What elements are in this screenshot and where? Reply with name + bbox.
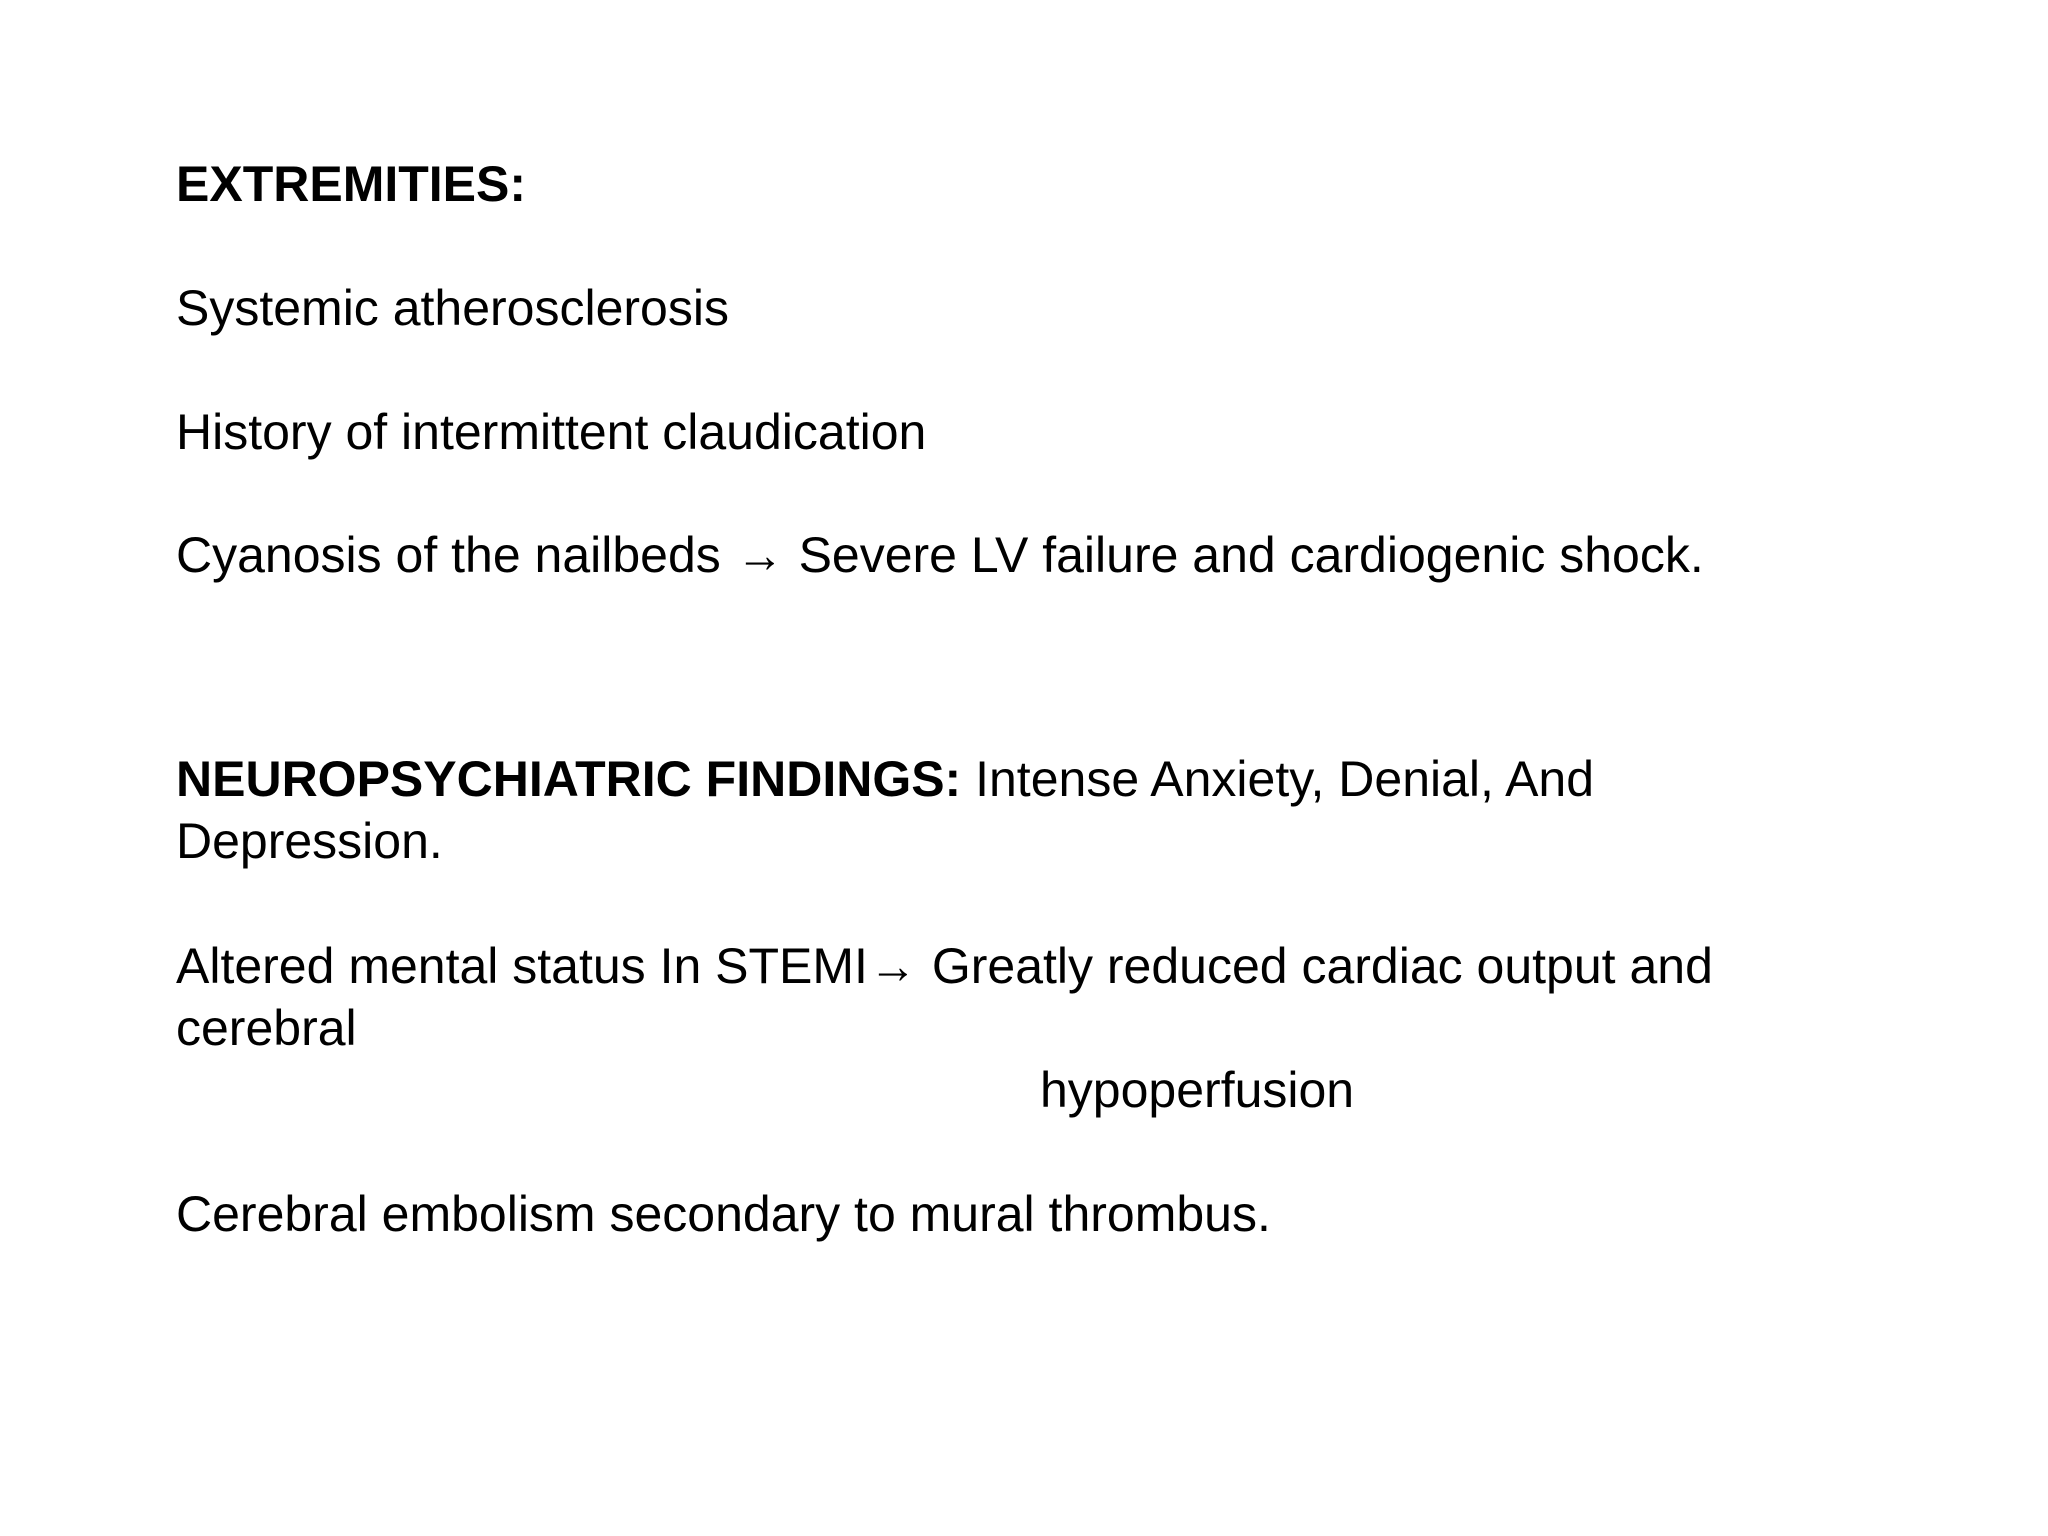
cardiac-output-text: Greatly reduced cardiac output and	[917, 938, 1713, 994]
right-arrow-icon: →	[735, 527, 784, 583]
systemic-atherosclerosis-line: Systemic atherosclerosis	[176, 280, 729, 336]
neuro-findings-line	[176, 748, 1594, 810]
neuro-findings-text: Intense Anxiety, Denial, And	[961, 751, 1595, 807]
right-arrow-icon: →	[869, 938, 917, 994]
cyanosis-line	[176, 524, 1704, 586]
lv-failure-text: Severe LV failure and cardiogenic shock.	[784, 527, 1704, 583]
cerebral-embolism-line: Cerebral embolism secondary to mural thrombus.	[176, 1186, 1271, 1242]
depression-line: Depression.	[176, 813, 443, 869]
extremities-heading: EXTREMITIES:	[176, 156, 527, 212]
cyanosis-text: Cyanosis of the nailbeds	[176, 527, 735, 583]
neuro-heading: NEUROPSYCHIATRIC FINDINGS:	[176, 751, 962, 807]
hypoperfusion-line: hypoperfusion	[1040, 1062, 1355, 1118]
claudication-line: History of intermittent claudication	[176, 404, 927, 460]
cerebral-line: cerebral	[176, 1000, 357, 1056]
altered-text: Altered mental status In STEMI	[176, 938, 868, 994]
altered-mental-status-line	[176, 935, 1713, 997]
